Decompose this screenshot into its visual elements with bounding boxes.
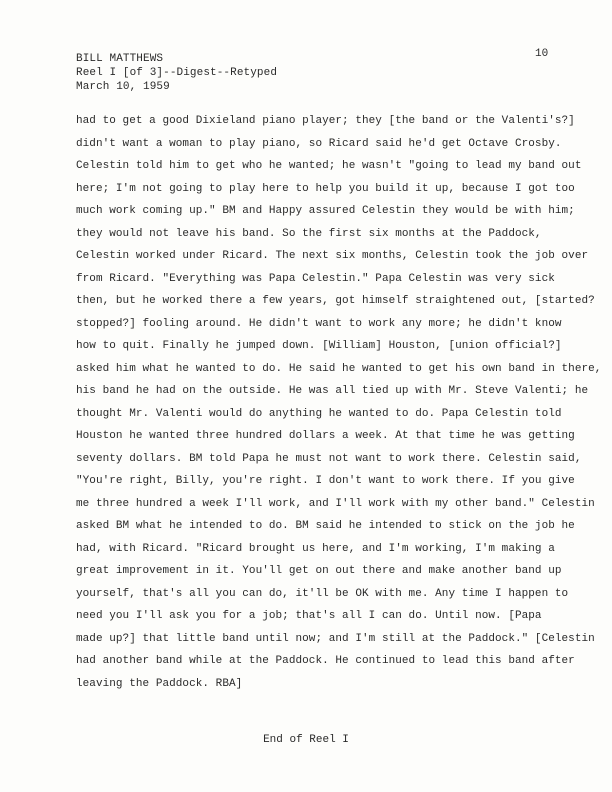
reel-info: Reel I [of 3]--Digest--Retyped	[76, 67, 278, 79]
text-line: his band he had on the outside. He was all tied up with Mr. Steve Valenti; he	[76, 385, 589, 397]
text-line: here; I'm not going to play here to help you build it up, because I got too	[76, 182, 575, 195]
text-line: asked BM what he intended to do. BM said he intended to stick on the job he	[76, 520, 575, 532]
text-line: seventy dollars. BM told Papa he must not want to work there. Celestin said,	[76, 452, 582, 465]
text-line: need you I'll ask you for a job; that's all I can do. Until now. [Papa	[76, 610, 542, 622]
text-line: me three hundred a week I'll work, and I'll work with my other band." Celestin	[76, 497, 595, 510]
text-line: Celestin told him to get who he wanted; he wasn't "going to lead my band out	[76, 160, 582, 172]
text-line: yourself, that's all you can do, it'll be OK with me. Any time I happen to	[76, 587, 569, 600]
text-line: much work coming up." BM and Happy assured Celestin they would be with him;	[76, 205, 575, 217]
transcript-body	[76, 110, 602, 695]
text-line: great improvement in it. You'll get on out there and make another band up	[76, 565, 562, 577]
text-line: made up?] that little band until now; and I'm still at the Paddock." [Celestin	[76, 632, 595, 645]
interview-date: March 10, 1959	[76, 81, 170, 93]
text-line: stopped?] fooling around. He didn't want to work any more; he didn't know	[76, 317, 562, 330]
text-line: how to quit. Finally he jumped down. [William] Houston, [union official?]	[76, 340, 562, 352]
text-line: didn't want a woman to play piano, so Ricard said he'd get Octave Crosby.	[76, 137, 562, 150]
text-line: leaving the Paddock. RBA]	[76, 677, 243, 690]
text-line: Houston he wanted three hundred dollars a week. At that time he was getting	[76, 430, 575, 442]
text-line: from Ricard. "Everything was Papa Celestin." Papa Celestin was very sick	[76, 272, 555, 285]
page-number: 10	[535, 48, 549, 60]
text-line: thought Mr. Valenti would do anything he wanted to do. Papa Celestin told	[76, 407, 562, 420]
interviewee-name: BILL MATTHEWS	[76, 53, 164, 65]
text-line: had another band while at the Paddock. He continued to lead this band after	[76, 655, 575, 667]
end-of-reel-label: End of Reel I	[263, 734, 349, 746]
text-line: had to get a good Dixieland piano player; they [the band or the Valenti's?]	[76, 115, 575, 127]
text-line: Celestin worked under Ricard. The next six months, Celestin took the job over	[76, 250, 589, 262]
text-line: they would not leave his band. So the first six months at the Paddock,	[76, 227, 542, 240]
text-line: "You're right, Billy, you're right. I don't want to work there. If you give	[76, 475, 575, 487]
text-line: had, with Ricard. "Ricard brought us here, and I'm working, I'm making a	[76, 542, 555, 555]
text-line: then, but he worked there a few years, got himself straightened out, [started?	[76, 295, 595, 307]
document-header	[76, 52, 277, 94]
text-line: asked him what he wanted to do. He said he wanted to get his own band in there,	[76, 362, 602, 375]
